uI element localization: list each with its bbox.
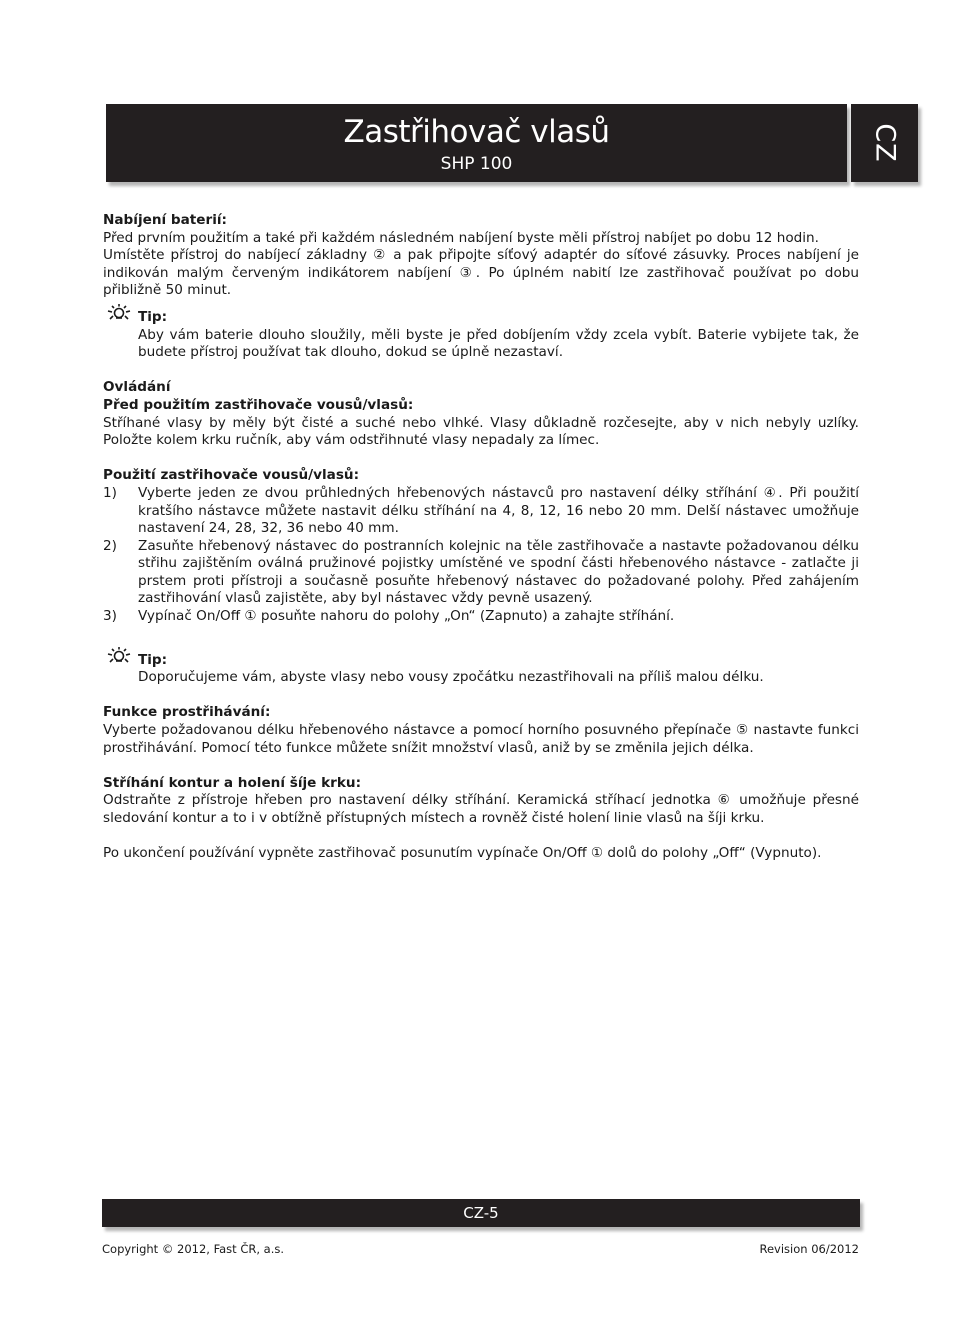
manual-content [103,212,859,863]
tip-2-label: Tip: [138,651,168,668]
list-number: 2) [103,537,117,554]
list-item [103,485,859,538]
charging-text-2: Umístěte přístroj do nabíjecí základny ② a pak připojte síťový adaptér do síťové zásuvky. Proces nabíjení je indikován malým červeným indikátorem nabíjení ③. Po úplném nabití lze zastřihovač používat po dobu přibližně 50 minut. [103,247,859,299]
tip-1-header [103,309,859,327]
list-number: 1) [103,484,117,501]
charging-heading: Nabíjení baterií: [103,212,227,228]
charging-text-1: Před prvním použitím a také při každém následném nabíjení byste měli přístroj nabíjet po dobu 12 hodin. [103,229,819,246]
tip-1-text: Aby vám baterie dlouho sloužily, měli byste je před dobíjením vždy zcela vybít. Baterie vybijete tak, že budete přístroj používat tak dlouho, dokud se úplně nezastaví. [138,326,859,361]
closing-text: Po ukončení používání vypněte zastřihovač posunutím vypínače On/Off ① dolů do polohy „Off“ (Vypnuto). [103,845,822,862]
controls-text: Stříhané vlasy by měly být čisté a suché nebo vlhké. Vlasy důkladně rozčesejte, aby v nich nebyly uzlíky. Položte kolem krku ručník, aby vám odstřihnuté vlasy nepadaly za límec. [103,414,859,449]
thinning-heading: Funkce prostřihávání: [103,704,271,721]
lightbulb-icon [103,646,135,670]
revision-label: Revision 06/2012 [759,1242,859,1256]
lightbulb-icon [103,303,135,327]
list-number: 3) [103,608,117,625]
list-item [103,608,859,626]
tip-1-label: Tip: [138,308,168,325]
copyright-notice: Copyright © 2012, Fast ČR, a.s. [102,1242,285,1256]
list-text: Zasuňte hřebenový nástavec do postranních kolejnic na těle zastřihovače a nastavte požadovanou délku střihu zajištěním oválná pružinové pojistky umístěné ve spodní části hřebenového nástavce - zatlačte ji prstem proti přístroji a současně posuňte hřebenový nástavec do požadované polohy. Před zahájením zastřihování vlasů zajistěte, aby byl nástavec vždy pevně usazený. [138,537,859,607]
list-item [103,538,859,608]
contour-heading: Stříhání kontur a holení šíje krku: [103,774,362,791]
title-banner [106,104,847,182]
usage-heading: Použití zastřihovače vousů/vlasů: [103,467,360,484]
tip-2-header [103,652,859,670]
list-text: Vypínač On/Off ① posuňte nahoru do polohy „On“ (Zapnuto) a zahajte stříhání. [138,608,675,625]
model-number: SHP 100 [440,154,513,174]
controls-heading: Ovládání [103,379,171,396]
document-title: Zastřihovač vlasů [343,114,610,150]
thinning-text: Vyberte požadovanou délku hřebenového nástavce a pomocí horního posuvného přepínače ⑤ nastavte funkci prostřihávání. Pomocí této funkce můžete snížit množství vlasů, aniž by se změnila jejich délka. [103,722,859,756]
contour-text: Odstraňte z přístroje hřeben pro nastavení délky stříhání. Keramická stříhací jednotka ⑥ umožňuje přesné sledování kontur a to i v obtížně přístupných místech a rovněž čisté holení linie vlasů na šíji krku. [103,792,859,826]
language-tab [851,104,918,182]
tip-2-text: Doporučujeme vám, abyste vlasy nebo vousy zpočátku nezastřihovali na příliš malou délku. [138,669,764,686]
page-number-bar [102,1199,860,1227]
controls-subheading: Před použitím zastřihovače vousů/vlasů: [103,396,414,413]
language-code: CZ [869,123,900,163]
page-number: CZ-5 [463,1204,499,1222]
list-text: Vyberte jeden ze dvou průhledných hřebenových nástavců pro nastavení délky stříhání ④. Při použití kratšího nástavce můžete nastavit délku stříhání na 4, 8, 12, 16 nebo 20 mm. Delší nástavec umožňuje nastavení 24, 28, 32, 36 nebo 40 mm. [138,484,859,537]
